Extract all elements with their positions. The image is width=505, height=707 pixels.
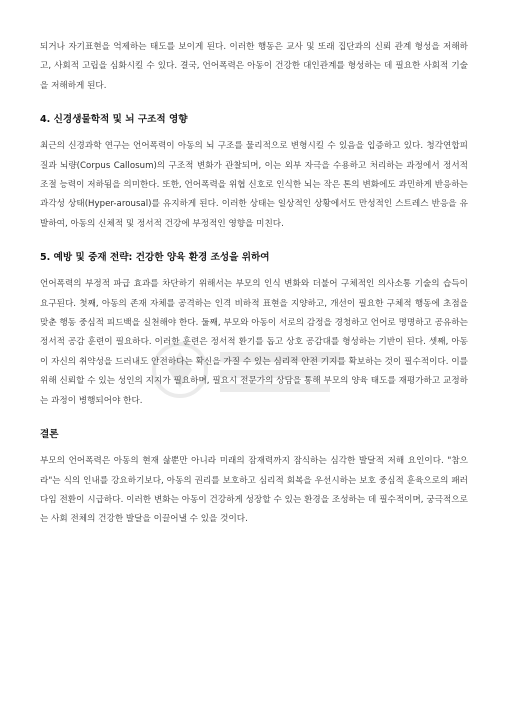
heading-spacer <box>40 128 468 137</box>
section-4-body: 최근의 신경과학 연구는 언어폭력이 아동의 뇌 구조를 물리적으로 변형시킬 수 있음을 입증하고 있다. 청각연합피질과 뇌량(Corpus Callosum)의 구조적 변화가 관찰되며, 이는 외부 자극을 수용하고 처리하는 과정에서 정서적 조절 능력이 저하됨을 의미한다. 또한, 언어폭력을 위협 신호로 인식한 뇌는 작은 톤의 변화에도 과민하게 반응하는 과각성 상태(Hyper-arousal)를 유지하게 된다. 이러한 상태는 일상적인 상황에서도 만성적인 스트레스 반응을 유발하여, 아동의 신체적 및 정서적 건강에 부정적인 영향을 미친다. <box>40 141 468 229</box>
intro-paragraph: 되거나 자기표현을 억제하는 태도를 보이게 된다. 이러한 행동은 교사 및 또래 집단과의 신뢰 관계 형성을 저해하고, 사회적 고립을 심화시킬 수 있다. 결국, 언어폭력은 아동이 건강한 대인관계를 형성하는 데 필요한 사회적 기술을 저해하게 된다. <box>40 42 468 91</box>
section-5-body: 언어폭력의 부정적 파급 효과를 차단하기 위해서는 부모의 인식 변화와 더불어 구체적인 의사소통 기술의 습득이 요구된다. 첫째, 아동의 존재 자체를 공격하는 인격 비하적 표현을 지양하고, 개선이 필요한 구체적 행동에 초점을 맞춘 행동 중심적 피드백을 실천해야 한다. 둘째, 부모와 아동이 서로의 감정을 경청하고 언어로 명명하고 공유하는 정서적 공감 훈련이 필요하다. 이러한 훈련은 정서적 환기를 돕고 상호 공감대를 형성하는 기반이 된다. 셋째, 아동이 자신의 취약성을 드러내도 안전하다는 확신을 가질 수 있는 심리적 안전 기지를 확보하는 것이 필수적이다. 이를 위해 신뢰할 수 있는 성인의 지지가 필요하며, 필요시 전문가의 상담을 통해 부모의 양육 태도를 재평가하고 교정하는 과정이 병행되어야 한다. <box>40 279 468 406</box>
conclusion-heading: 결론 <box>40 429 59 441</box>
heading-spacer <box>40 443 468 452</box>
document-page <box>40 38 468 530</box>
section-4-heading: 4. 신경생물학적 및 뇌 구조적 영향 <box>40 114 188 126</box>
heading-spacer <box>40 266 468 275</box>
section-5-heading: 5. 예방 및 중재 전략: 건강한 양육 환경 조성을 위하여 <box>40 252 270 264</box>
conclusion-body: 부모의 언어폭력은 아동의 현재 삶뿐만 아니라 미래의 잠재력까지 잠식하는 심각한 발달적 저해 요인이다. "참으라"는 식의 인내를 강요하기보다, 아동의 권리를 보호하고 심리적 회복을 우선시하는 보호 중심적 훈육으로의 패러다임 전환이 시급하다. 이러한 변화는 아동이 건강하게 성장할 수 있는 환경을 조성하는 데 필수적이며, 궁극적으로는 사회 전체의 건강한 발달을 이끌어낼 수 있을 것이다. <box>40 456 468 525</box>
section-spacer <box>40 411 468 427</box>
section-spacer <box>40 96 468 112</box>
section-spacer <box>40 234 468 250</box>
